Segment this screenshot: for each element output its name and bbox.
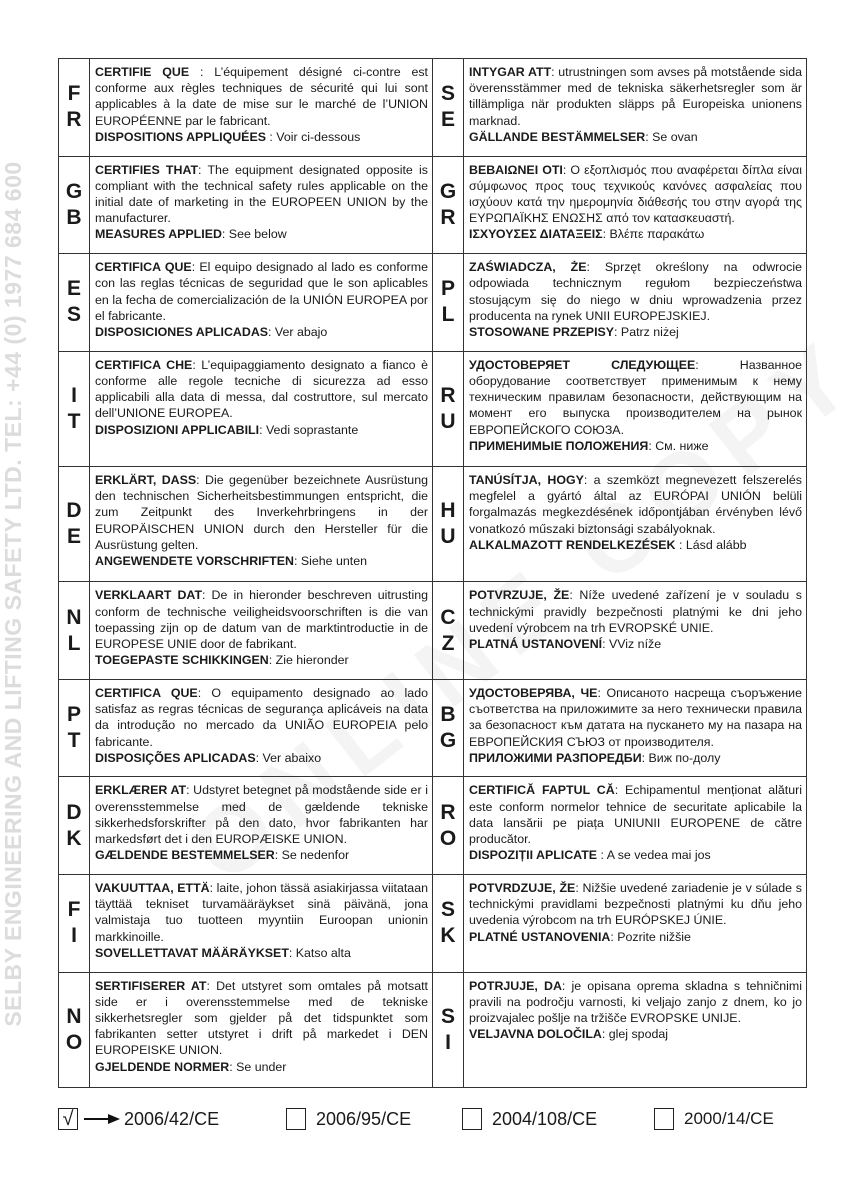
directive-checkbox-1[interactable] xyxy=(58,1108,78,1130)
language-code xyxy=(433,351,464,466)
language-code-letter: D xyxy=(66,800,82,824)
measures-heading: ΙΣΧΥΟΥΣΕΣ ΔΙΑΤΑΞΕΙΣ xyxy=(469,227,603,242)
measures-body: : Ver abaixo xyxy=(255,750,322,765)
declaration-text xyxy=(90,254,433,352)
language-code-letter: F xyxy=(67,898,81,922)
language-code-letter: O xyxy=(439,826,457,850)
declaration-text xyxy=(90,972,433,1087)
directive-checkbox-3[interactable] xyxy=(462,1108,482,1130)
declaration-row xyxy=(59,777,807,875)
directive-checkbox-2[interactable] xyxy=(286,1108,306,1130)
measures-heading: GÆLDENDE BESTEMMELSER xyxy=(95,848,275,863)
declaration-table xyxy=(58,58,807,1088)
language-code xyxy=(59,351,90,466)
language-code-letter: L xyxy=(441,303,455,327)
language-code-letter: E xyxy=(440,108,455,132)
declaration-text xyxy=(90,582,433,680)
declaration-heading: ERKLÄRT, DASS xyxy=(95,473,197,488)
measures-heading: DISPOSICIONES APLICADAS xyxy=(95,324,269,339)
declaration-body: : laite, johon tässä asiakirjassa viitataan täyttää tekniset turvamääräykset sinä päivänä, jona valmistaja tuo tuotteen myyntiin Euroopan unionin markkinoille. xyxy=(95,881,428,944)
declaration-text xyxy=(464,59,807,157)
declaration-body: : Die gegenüber bezeichnete Ausrüstung den technischen Sicherheitsbestimmungen entspricht, die zum Zeitpunkt des Inverkehrbringens in der EUROPÄISCHEN UNION durch den Hersteller für die Ausrüstung gelten. xyxy=(95,473,428,552)
declaration-text xyxy=(90,467,433,582)
language-code xyxy=(59,972,90,1087)
measures-heading: DISPOSITIONS APPLIQUÉES xyxy=(95,129,266,144)
measures-body: : Se nedenfor xyxy=(274,848,350,863)
declaration-table-body xyxy=(59,59,807,1088)
measures-body: : Patrz niżej xyxy=(614,324,679,339)
declaration-heading: INTYGAR ATT xyxy=(469,65,552,79)
measures-body: : Lásd alább xyxy=(675,537,747,552)
declaration-body: : L’équipement désigné ci-contre est conforme aux règles techniques de sécurité qui lui sont applicables à la date de mise sur le marché de l’UNION EUROPÉENNE par le fabricant. xyxy=(95,65,428,128)
directive-footer xyxy=(58,1106,785,1134)
declaration-text xyxy=(90,777,433,875)
language-code-letter: R xyxy=(440,800,456,824)
measures-body: : Vedi soprastante xyxy=(259,422,359,437)
declaration-body: : Det utstyret som omtales på motsatt side er i overensstemmelse med de tekniske sikkerhetsregler som gjelder på det tidspunktet som fabrikanten setter utstyret i drift på markedet i DEN EUROPEISKE UNION. xyxy=(95,978,428,1058)
declaration-body: : Echipamentul menționat alături este conform normelor tehnice de securitate aplicabile la data lansării pe piața UNIUNII EUROPENE de către producător. xyxy=(469,783,802,847)
language-code xyxy=(59,679,90,777)
measures-body: : Pozrite nižšie xyxy=(610,929,691,944)
declaration-body: : L’equipaggiamento designato a fianco è conforme alle regole tecniche di sicurezza ad esso applicabili alla data di messa, dal costruttore, sul mercato dell’UNIONE EUROPEA. xyxy=(95,357,428,421)
declaration-row xyxy=(59,351,807,466)
declaration-text xyxy=(464,254,807,352)
declaration-heading: SERTIFISERER AT xyxy=(95,978,207,993)
measures-body: : Ver abajo xyxy=(268,324,328,339)
language-code xyxy=(59,582,90,680)
measures-body: : Siehe unten xyxy=(293,554,367,569)
declaration-row xyxy=(59,875,807,973)
declaration-text xyxy=(90,59,433,157)
directive-checkbox-4[interactable] xyxy=(654,1108,674,1130)
declaration-body: : Описаното насреща съоръжение съответства на приложимите за него технически правила за безопасност към датата на пускането му на пазара на ЕВРОПЕЙСКИЯ СЪЮЗ от производителя. xyxy=(469,685,802,749)
declaration-body: : Níže uvedené zařízení je v souladu s technickými pravidly bezpečnosti platnými ke dni jeho uvedení výrobcem na trh EVROPSKÉ UNIE. xyxy=(469,588,802,635)
language-code-letter: R xyxy=(440,205,456,229)
measures-body: : glej spodaj xyxy=(601,1027,669,1042)
measures-body: : См. ниже xyxy=(648,438,709,453)
language-code-letter: L xyxy=(67,631,81,655)
declaration-heading: CERTIFICĂ FAPTUL CĂ xyxy=(469,783,615,798)
measures-heading: DISPOZIȚII APLICATE xyxy=(469,848,598,863)
language-code-letter: R xyxy=(440,383,456,407)
declaration-heading: POTRJUJE, DA xyxy=(469,978,562,993)
declaration-row xyxy=(59,467,807,582)
declaration-row xyxy=(59,972,807,1087)
measures-heading: STOSOWANE PRZEPISY xyxy=(469,324,615,339)
declaration-body: : utrustningen som avses på motstående sida överensstämmer med de tekniska säkerhetsregler som är tillämpliga när produkten släpps på Europeiska unionens marknad. xyxy=(469,65,802,128)
language-code-letter: Z xyxy=(441,631,455,655)
declaration-body: : Sprzęt określony na odwrocie odpowiada technicznym regułom bezpieczeństwa stosującym się do niego w dniu wprowadzenia przez producenta na rynek UNII EUROPEJSKIEJ. xyxy=(469,260,802,323)
declaration-body: : O equipamento designado ao lado satisfaz as regras técnicas de segurança aplicáveis na data da introdução no mercado da UNIÃO EUROPEIA pelo fabricante. xyxy=(95,685,428,749)
language-code xyxy=(59,467,90,582)
language-code-letter: N xyxy=(66,1004,82,1028)
language-code-letter: K xyxy=(440,924,456,948)
language-code xyxy=(433,875,464,973)
language-code-letter: C xyxy=(440,605,456,629)
measures-body: : Katso alta xyxy=(288,945,351,960)
language-code xyxy=(433,254,464,352)
declaration-body: : Nižšie uvedené zariadenie je v súlade s technickými pravidlami bezpečnosti platnými ku dňu jeho uvedenia výrobcom na trh EURÓPSKEJ ÚNIE. xyxy=(469,881,802,928)
measures-heading: DISPOSIÇÕES APLICADAS xyxy=(95,750,256,765)
language-code xyxy=(433,777,464,875)
language-code-letter: E xyxy=(66,525,81,549)
measures-heading: ANGEWENDETE VORSCHRIFTEN xyxy=(95,554,294,569)
measures-heading: MEASURES APPLIED xyxy=(95,227,222,242)
declaration-heading: CERTIFICA QUE xyxy=(95,685,198,700)
declaration-text xyxy=(464,679,807,777)
declaration-row xyxy=(59,582,807,680)
declaration-heading: VERKLAART DAT xyxy=(95,588,203,603)
declaration-body: : Ο εξοπλισμός που αναφέρεται δίπλα είναι σύμφωνος προς τους τεχνικούς κανόνες ασφαλείας που ισχύουν κατά την ημερομηνία διάθεσής του στην αγορά της ΕΥΡΩΠΑΪΚΗΣ ΕΝΩΣΗΣ από τον κατασκευαστή. xyxy=(469,162,803,226)
language-code-letter: K xyxy=(66,826,82,850)
language-code xyxy=(433,156,464,254)
directive-label-1: 2006/42/CE xyxy=(124,1109,220,1129)
language-code xyxy=(433,972,464,1087)
directive-label-4: 2000/14/CE xyxy=(684,1109,774,1128)
declaration-heading: ERKLÆRER AT xyxy=(95,783,187,798)
declaration-text xyxy=(464,972,807,1087)
language-code xyxy=(59,156,90,254)
language-code-letter: G xyxy=(439,729,457,753)
language-code-letter: F xyxy=(67,82,81,106)
language-code-letter: N xyxy=(66,605,82,629)
declaration-text xyxy=(90,679,433,777)
directive-label-2: 2006/95/CE xyxy=(316,1109,412,1129)
language-code-letter: P xyxy=(440,277,455,301)
measures-body: : Виж по-долу xyxy=(641,750,721,765)
declaration-heading: CERTIFICA QUE xyxy=(95,260,192,275)
measures-heading: ПРИЛОЖИМИ РАЗПОРЕДБИ xyxy=(469,750,642,765)
measures-heading: PLATNÉ USTANOVENIA xyxy=(469,929,611,944)
declaration-heading: VAKUUTTAA, ETTÄ xyxy=(95,881,210,896)
measures-body: : See below xyxy=(221,227,287,242)
declaration-body: : Названное оборудование соответствует применимым к нему техническим правилам безопасности, действующим на момент его выпуска производителем на рынок ЕВРОПЕЙСКОГО СОЮЗА. xyxy=(469,357,802,437)
language-code-letter: U xyxy=(440,525,456,549)
declaration-body: : je opisana oprema skladna s tehničnimi pravili na področju varnosti, ki veljajo zanjo z dnem, ko jo proizvajalec pošlje na tržišče EVROPSKE UNIJE. xyxy=(469,978,802,1025)
measures-body: : Voir ci-dessous xyxy=(265,129,361,144)
directive-label-3: 2004/108/CE xyxy=(492,1109,598,1129)
language-code-letter: S xyxy=(440,1004,455,1028)
language-code-letter: E xyxy=(66,277,81,301)
declaration-text xyxy=(464,582,807,680)
language-code xyxy=(59,59,90,157)
declaration-text xyxy=(464,875,807,973)
language-code-letter: S xyxy=(440,82,455,106)
declaration-text xyxy=(464,777,807,875)
measures-heading: TOEGEPASTE SCHIKKINGEN xyxy=(95,653,269,668)
declaration-heading: CERTIFIES THAT xyxy=(95,162,199,177)
declaration-text xyxy=(90,156,433,254)
language-code-letter: I xyxy=(71,924,77,948)
language-code-letter: R xyxy=(66,108,82,132)
declaration-text xyxy=(464,351,807,466)
declaration-row xyxy=(59,59,807,157)
language-code-letter: B xyxy=(440,703,456,727)
measures-heading: ПРИМЕНИМЫЕ ПОЛОЖЕНИЯ xyxy=(469,438,649,453)
measures-body: : Se under xyxy=(229,1059,287,1074)
declaration-text xyxy=(464,156,807,254)
declaration-heading: ΒΕΒΑΙΩΝΕΙ ΟΤΙ xyxy=(469,162,563,177)
language-code xyxy=(433,467,464,582)
language-code-letter: I xyxy=(71,383,77,407)
measures-body: : VViz níže xyxy=(602,636,662,651)
language-code xyxy=(59,254,90,352)
declaration-heading: УДОСТОВЕРЯВА, ЧЕ xyxy=(469,685,598,700)
declaration-heading: POTVRZUJE, ŽE xyxy=(469,588,570,603)
language-code xyxy=(433,59,464,157)
declaration-body: : El equipo designado al lado es conforme con las reglas técnicas de seguridad que le son aplicables en la fecha de comercialización de la UNIÓN EUROPEA por el fabricante. xyxy=(95,260,428,323)
declaration-body: : Udstyret betegnet på modstående side er i overensstemmelse med de gældende tekniske sikkerhedsforskrifter på den dato, hvor fabrikanten har markedsført det i den EUROPÆISKE UNION. xyxy=(95,783,428,847)
measures-heading: GÄLLANDE BESTÄMMELSER xyxy=(469,129,646,144)
declaration-heading: ZAŚWIADCZA, ŻE xyxy=(469,260,587,275)
measures-body: : A se vedea mai jos xyxy=(597,848,711,863)
language-code-letter: O xyxy=(65,1030,83,1054)
measures-body: : Βλέπε παρακάτω xyxy=(602,227,705,242)
measures-heading: DISPOSIZIONI APPLICABILI xyxy=(95,422,260,437)
measures-heading: GJELDENDE NORMER xyxy=(95,1059,230,1074)
declaration-row xyxy=(59,156,807,254)
declaration-text xyxy=(464,467,807,582)
measures-body: : Zie hieronder xyxy=(268,653,349,668)
language-code-letter: S xyxy=(440,898,455,922)
declaration-heading: УДОСТОВЕРЯЕТ СЛЕДУЮЩЕЕ xyxy=(469,357,696,372)
measures-body: : Se ovan xyxy=(645,129,698,144)
measures-heading: ALKALMAZOTT RENDELKEZÉSEK xyxy=(469,537,676,552)
declaration-row xyxy=(59,679,807,777)
language-code xyxy=(59,777,90,875)
language-code xyxy=(433,582,464,680)
declaration-heading: TANÚSÍTJA, HOGY xyxy=(469,473,584,488)
declaration-text xyxy=(90,351,433,466)
declaration-heading: CERTIFICA CHE xyxy=(95,357,193,372)
measures-heading: PLATNÁ USTANOVENÍ xyxy=(469,636,603,651)
declaration-body: : De in hieronder beschreven uitrusting conform de technische veiligheidsvoorschriften is die van toepassing zijn op de datum van de marktintroductie in de EUROPESE UNIE door de fabrikant. xyxy=(95,588,428,651)
language-code-letter: P xyxy=(66,703,81,727)
language-code-letter: D xyxy=(66,499,82,523)
language-code-letter: H xyxy=(440,499,456,523)
language-code-letter: B xyxy=(66,205,82,229)
language-code-letter: G xyxy=(65,179,83,203)
declaration-heading: CERTIFIE QUE xyxy=(95,65,190,79)
language-code-letter: G xyxy=(439,179,457,203)
language-code xyxy=(59,875,90,973)
declaration-text xyxy=(90,875,433,973)
language-code-letter: S xyxy=(66,303,81,327)
language-code-letter: I xyxy=(445,1030,451,1054)
check-mark: √ xyxy=(62,1108,74,1130)
language-code-letter: T xyxy=(67,409,81,433)
measures-heading: SOVELLETTAVAT MÄÄRÄYKSET xyxy=(95,945,289,960)
declaration-row xyxy=(59,254,807,352)
declaration-body: : The equipment designated opposite is compliant with the technical safety rules applicable on the initial date of marketing in the EUROPEEN UNION by the manufacturer. xyxy=(95,162,428,226)
side-contact-text: SELBY ENGINEERING AND LIFTING SAFETY LTD. TEL: +44 (0) 1977 684 600 xyxy=(0,161,26,1027)
arrow-right-icon xyxy=(82,1106,122,1132)
language-code xyxy=(433,679,464,777)
declaration-heading: POTVRDZUJE, ŽE xyxy=(469,881,576,896)
language-code-letter: U xyxy=(440,409,456,433)
declaration-body: : a szemközt megnevezett felszerelés megfelel a gyártó által az EURÓPAI UNIÓN belüli forgalmazás megkezdésének időpontjában érvényben lévő vonatkozó műszaki biztonsági szabályoknak. xyxy=(469,473,802,536)
language-code-letter: T xyxy=(67,729,81,753)
measures-heading: VELJAVNA DOLOČILA xyxy=(469,1027,602,1042)
